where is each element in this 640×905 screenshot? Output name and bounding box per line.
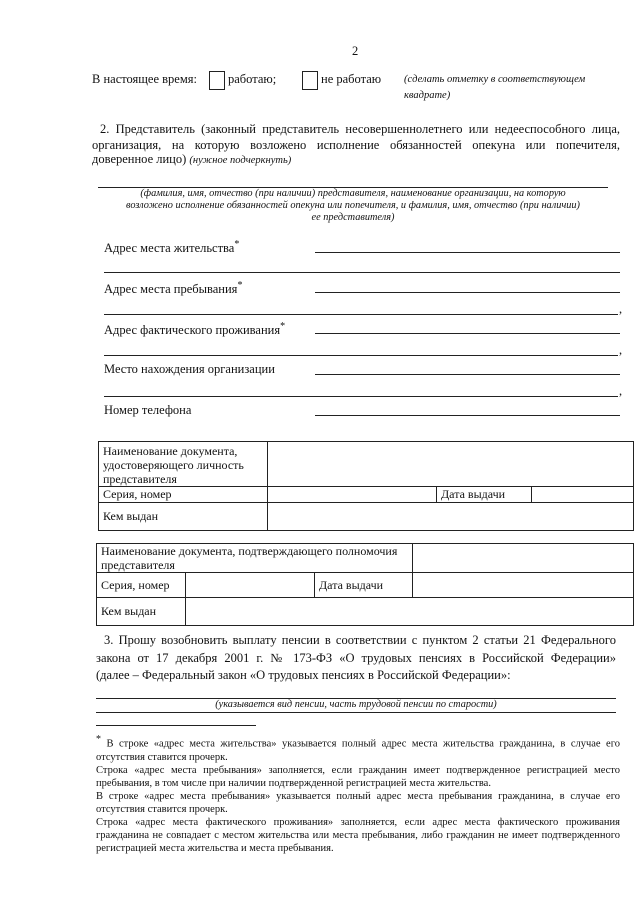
actual-address-field-cont[interactable] [104,355,618,356]
section3-line3: (далее – Федеральный закон «О трудовых пенсиях в Российской Федерации»: [96,668,511,682]
org-location-label: Место нахождения организации [104,362,275,376]
pension-type-caption: (указывается вид пенсии, часть трудовой пенсии по старости) [215,699,497,710]
section2-hint: (нужное подчеркнуть) [189,155,292,166]
representative-caption-line2: возложено исполнение обязанностей опекуна или попечителя, и фамилия, имя, отчество (при наличии) [125,200,580,211]
not-working-checkbox[interactable] [302,71,318,90]
section2-line1: 2. Представитель (законный представитель несовершеннолетнего или недееспособного лица, [100,122,620,136]
actual-address-field[interactable] [315,333,620,334]
footnote-2: Строка «адрес места пребывания» заполняется, если гражданин имеет подтвержденное регистрацией место пребывания, в том числе при наличии подтвержденной регистрацией места жительства. [96,764,620,789]
residence-address-field-cont[interactable] [104,272,620,273]
actual-footnote-mark: * [280,321,286,332]
authority-series-label: Серия, номер [97,573,186,598]
residence-address-text: Адрес места жительства [104,241,235,256]
stay-address-label [104,280,242,297]
stay-address-field-cont[interactable] [104,314,618,315]
identity-series-field[interactable] [268,487,437,503]
residence-address-label [104,239,239,256]
identity-series-label: Серия, номер [99,487,268,503]
identity-issued-by-field[interactable] [268,503,634,531]
org-location-comma: , [619,384,623,398]
footnote-1-text: В строке «адрес места жительства» указывается полный адрес места жительства гражданина, в случае его отсутствия ставится прочерк. [96,738,620,763]
residence-footnote-mark: * [234,239,240,250]
stay-address-field[interactable] [315,292,620,293]
section3-line1: 3. Прошу возобновить выплату пенсии в соответствии с пунктом 2 статьи 21 Федерального [104,633,616,647]
identity-issue-date-field[interactable] [532,487,634,503]
authority-doc-name-field[interactable] [413,544,634,573]
footnote-separator [96,725,256,726]
identity-issue-date-label: Дата выдачи [437,487,532,503]
section2-line2: организация, на которую возложено исполнение обязанностей опекуна или попечителя, [92,138,620,152]
footnotes [96,733,620,855]
identity-doc-name-field[interactable] [268,442,634,487]
footnote-3: В строке «адрес места пребывания» указывается полный адрес места пребывания гражданина, в случае его отсутствия ставится прочерк. [96,790,620,815]
identity-doc-name-label: Наименование документа, удостоверяющего личность представителя [99,442,268,487]
authority-issue-date-label: Дата выдачи [315,573,413,598]
section2-line3-text: доверенное лицо) [92,152,187,166]
checkbox-hint-line2: квадрате) [404,90,451,101]
actual-comma: , [619,343,623,357]
section2-line3 [92,152,291,167]
not-working-option-label: не работаю [321,72,382,86]
stay-comma: , [619,302,623,316]
page-number: 2 [352,44,359,58]
stay-footnote-mark: * [237,280,243,291]
section3-line2: закона от 17 декабря 2001 г. № 173-ФЗ «О трудовых пенсиях в Российской Федерации» [96,651,616,665]
footnote-1-mark: * [96,734,101,745]
identity-issued-by-label: Кем выдан [99,503,268,531]
representative-caption-line1: (фамилия, имя, отчество (при наличии) представителя, наименование организации, на которую [140,188,566,199]
footnote-4: Строка «адрес места фактического проживания» заполняется, если адрес места фактического проживания гражданина не совпадает с местом жительства или места пребывания, либо гражданин не имеет подтвержденного регистрацией места жительства и места пребывания. [96,816,620,854]
phone-label: Номер телефона [104,403,192,417]
authority-series-field[interactable] [186,573,315,598]
representative-caption-line3: ее представителя) [311,212,395,223]
residence-address-field[interactable] [315,252,620,253]
authority-doc-name-label: Наименование документа, подтверждающего полномочия представителя [97,544,413,573]
org-location-field-cont[interactable] [104,396,618,397]
authority-issue-date-field[interactable] [413,573,634,598]
representative-caption [98,188,608,224]
phone-field[interactable] [315,415,620,416]
actual-address-text: Адрес фактического проживания [104,323,281,338]
stay-address-text: Адрес места пребывания [104,282,238,297]
authority-issued-by-label: Кем выдан [97,598,186,626]
footnote-1 [96,733,620,764]
authority-document-table [96,543,634,626]
org-location-field[interactable] [315,374,620,375]
identity-document-table [98,441,634,531]
authority-issued-by-field[interactable] [186,598,634,626]
working-option-label: работаю; [228,72,277,86]
working-checkbox[interactable] [209,71,225,90]
checkbox-hint-line1: (сделать отметку в соответствующем [404,74,586,85]
section3-underline [96,712,616,713]
actual-address-label [104,321,285,338]
employment-label: В настоящее время: [92,72,197,86]
